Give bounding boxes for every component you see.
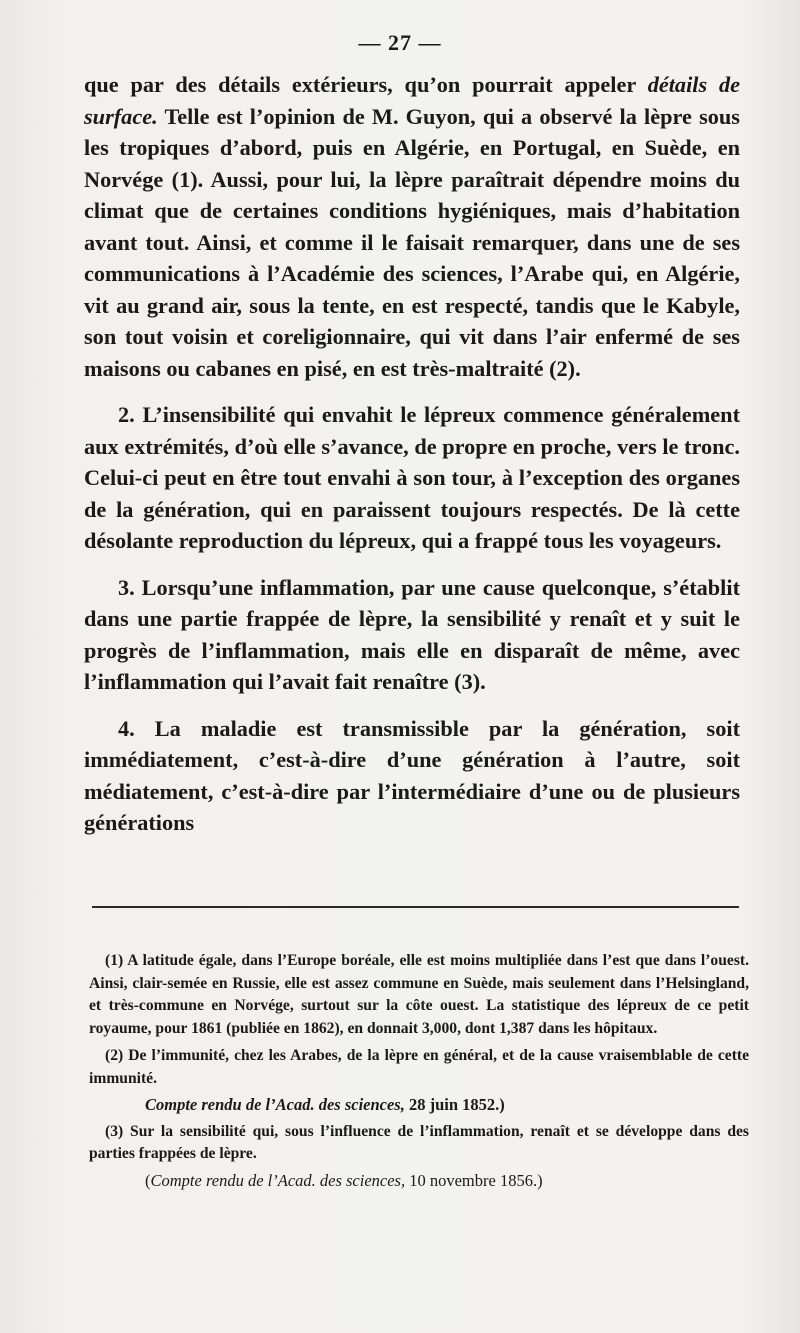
paragraph-4 xyxy=(84,713,740,839)
paragraph-1 xyxy=(84,69,740,384)
footnote-2: (2) De l’immunité, chez les Arabes, de la lèpre en général, et de la cause vraisemblable de cette immunité. xyxy=(89,1047,749,1087)
paragraph-3-text: Lorsqu’une inflammation, par une cause quelconque, s’établit dans une partie frappée de lèpre, la sensibilité y renaît et y suit le progrès de l’inflammation, mais elle en disparaît de même, avec l’inflammation qui l’avait fait renaître (3). xyxy=(84,574,740,694)
paragraph-4-text: La maladie est transmissible par la génération, soit immédiatement, c’est-à-dire d’une génération à l’autre, soit médiatement, c’est-à-dire par l’intermédiaire d’une ou de plusieurs générations xyxy=(84,715,740,835)
footnote-3-citation-source: Compte rendu de l’Acad. des sciences, xyxy=(150,1170,406,1190)
paragraph-2-text: L’insensibilité qui envahit le lépreux commence généralement aux extrémités, d’où elle s’avance, de propre en proche, vers le tronc. Celui-ci peut en être tout envahi à son tour, à l’exception des organes de la génération, qui en paraissent toujours respectés. De là cette désolante reproduction du lépreux, qui a frappé tous les voyageurs. xyxy=(84,402,740,553)
footnote-3-citation-date: 10 novembre 1856.) xyxy=(405,1170,543,1190)
footnote-2-citation-date: 28 juin 1852.) xyxy=(404,1095,505,1114)
footnote-1: (1) A latitude égale, dans l’Europe boréale, elle est moins multipliée dans l’est que dans l’ouest. Ainsi, clair-semée en Russie, elle est assez commune en Suède, mais seulement dans l’Helsingland, et très-commune en Norvége, surtout sur la côte ouest. La statistique des lépreux de ce petit royaume, pour 1861 (publiée en 1862), en donnait 3,000, dont 1,387 dans les hôpitaux. xyxy=(89,952,749,1037)
page-number: — 27 — xyxy=(358,30,442,55)
footnote-3-citation xyxy=(89,1170,749,1193)
paragraph-3 xyxy=(84,572,740,698)
footnote-2-citation-source: Compte rendu de l’Acad. des sciences, xyxy=(145,1095,405,1114)
paragraph-2 xyxy=(84,399,740,557)
paragraph-2-number: 2. xyxy=(118,402,135,427)
footnote-3-citation-open: ( xyxy=(145,1170,151,1190)
paragraph-1-text-b: Telle est l’opinion de M. Guyon, qui a observé la lèpre sous les tropiques d’abord, puis en Algérie, en Portugal, en Suède, en Norvége (1). Aussi, pour lui, la lèpre paraîtrait dépendre moins du climat que de certaines conditions hygiéniques, mais d’habitation avant tout. Ainsi, et comme il le faisait remarquer, dans une de ses communications à l’Académie des sciences, l’Arabe qui, en Algérie, vit au grand air, sous la tente, en est respecté, tandis que le Kabyle, son tout voisin et coreligionnaire, qui vit dans l’air enfermé de ses maisons ou cabanes en pisé, en est très-maltraité (2). xyxy=(84,103,740,381)
paragraph-3-number: 3. xyxy=(118,574,135,600)
footnote-3: (3) Sur la sensibilité qui, sous l’influence de l’inflammation, renaît et se développe dans des parties frappées de lèpre. xyxy=(89,1122,749,1162)
paragraph-1-text-a: que par des détails extérieurs, qu’on pourrait appeler xyxy=(84,72,648,97)
paragraph-4-number: 4. xyxy=(118,715,135,741)
body-text xyxy=(84,69,740,839)
paragraph-1-emphasis: détails de surface. xyxy=(84,72,740,129)
footnote-separator xyxy=(92,906,739,908)
footnotes xyxy=(89,950,749,1192)
footnote-2-citation xyxy=(89,1094,749,1117)
